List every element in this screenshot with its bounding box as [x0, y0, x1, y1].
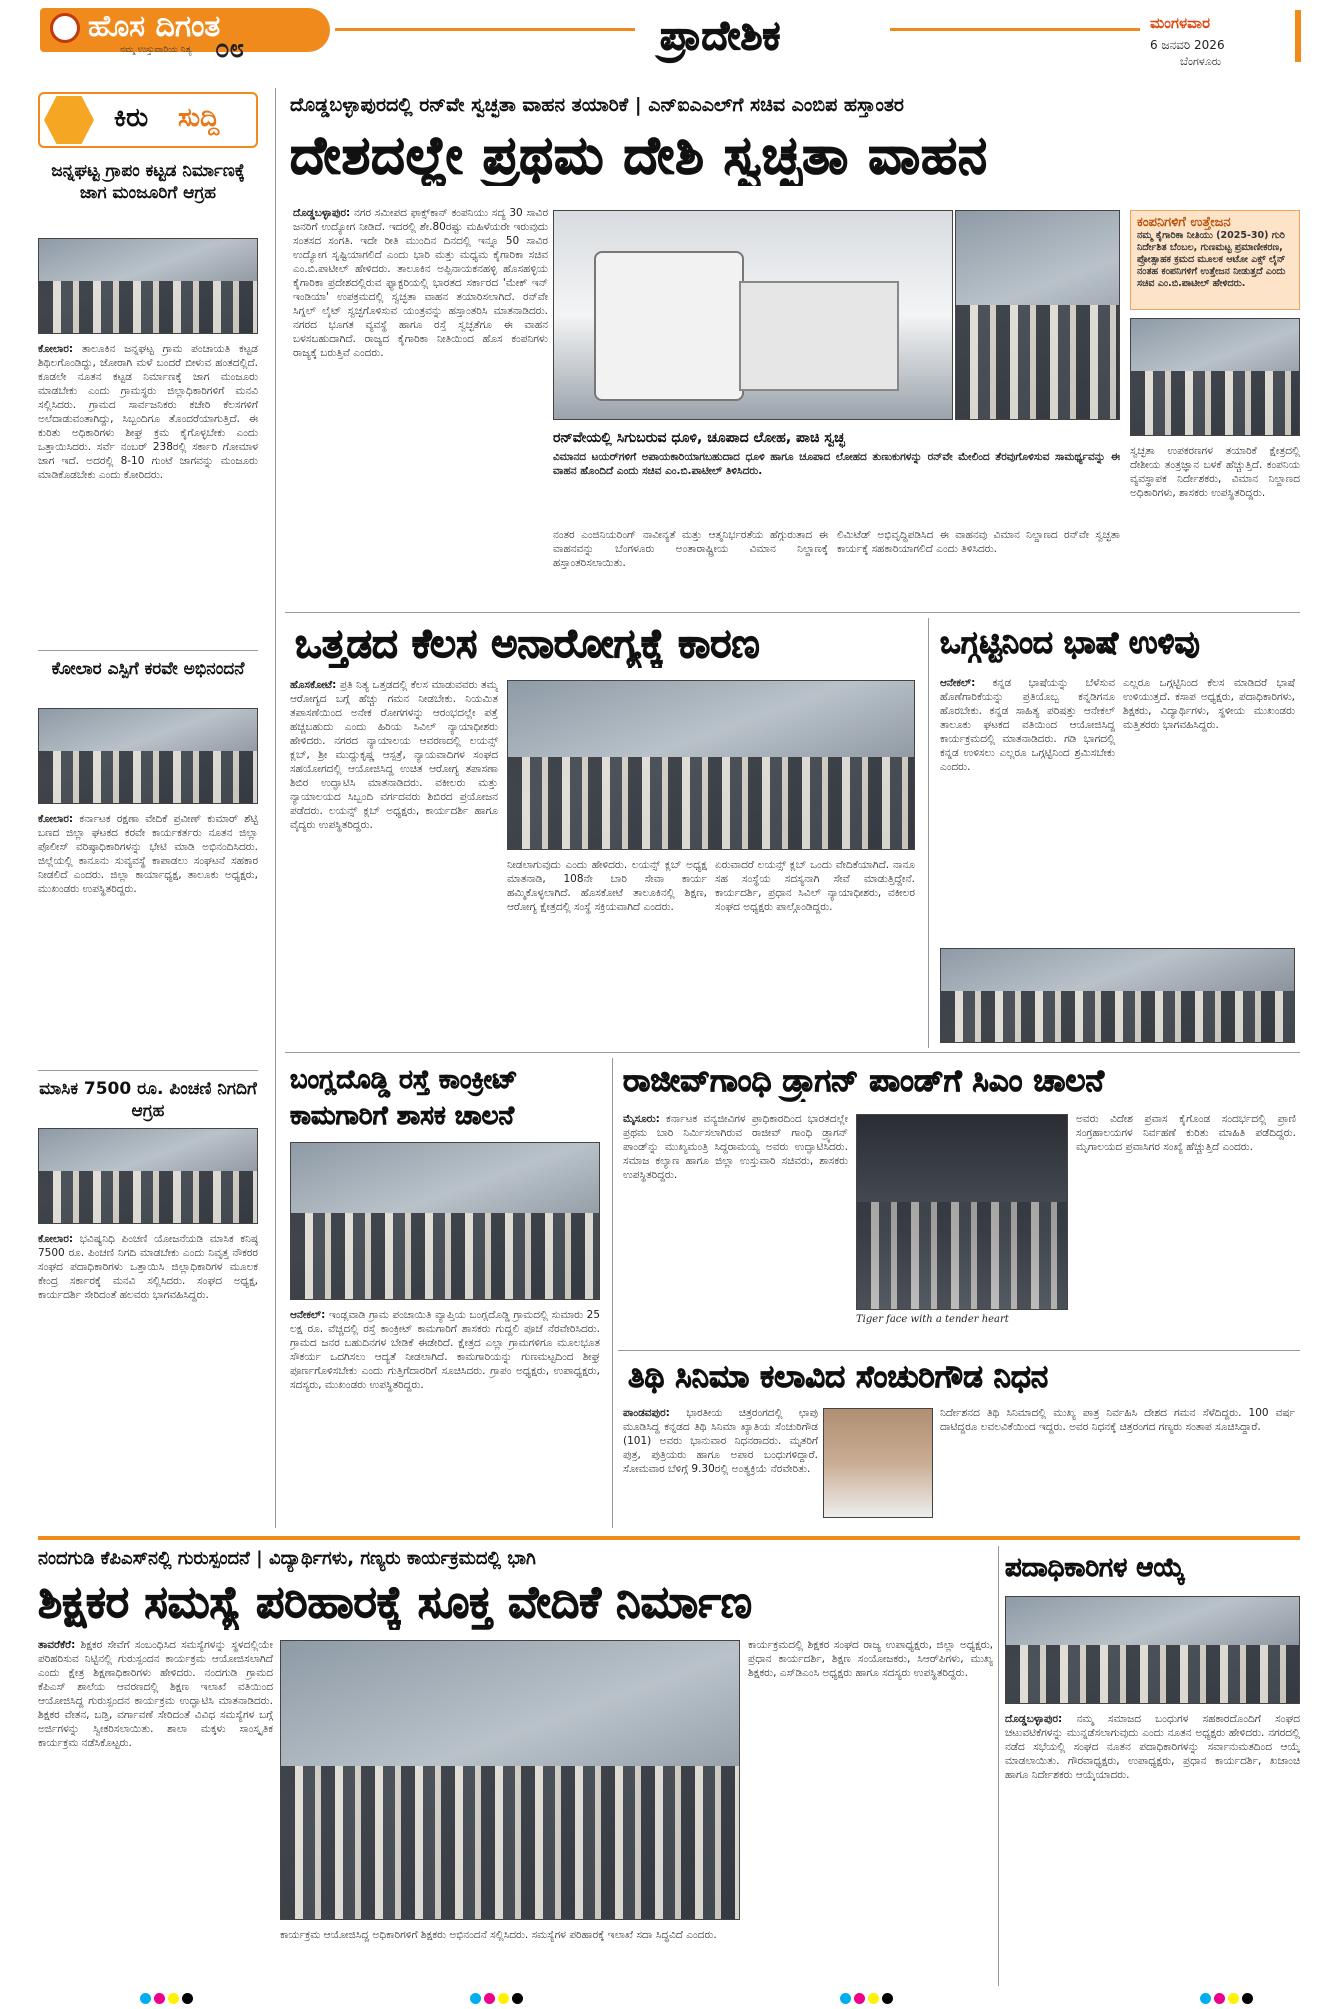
- logo-text: ಹೊಸ ದಿಗಂತ: [88, 9, 221, 44]
- lead-handover-photo: [955, 210, 1120, 420]
- story4-headline: ಬಂಗ್ಲದೊಡ್ಡಿ ರಸ್ತೆ ಕಾಂಕ್ರೀಟ್ ಕಾಮಗಾರಿಗೆ ಶಾಸಕ ಚಾಲನೆ: [290, 1065, 518, 1131]
- story3-headline: ಒಗ್ಗಟ್ಟಿನಿಂದ ಭಾಷೆ ಉಳಿವು: [940, 625, 1200, 661]
- story3-photo: [940, 948, 1295, 1043]
- story6-body-col2: ನಿರ್ದೇಶನದ ತಿಥಿ ಸಿನಿಮಾದಲ್ಲಿ ಮುಖ್ಯ ಪಾತ್ರ ನಿರ್ವಹಿಸಿ ದೇಶದ ಗಮನ ಸೆಳೆದಿದ್ದರು. 100 ವರ್ಷ ದಾಟಿದ್ದರೂ ಲವಲವಿಕೆಯಿಂದ ಇದ್ದರು. ಅವರ ನಿಧನಕ್ಕೆ ಚಿತ್ರರಂಗದ ಗಣ್ಯರು ಸಂತಾಪ ಸೂಚಿಸಿದ್ದಾರೆ.: [940, 1407, 1295, 1433]
- date-label: 6 ಜನವರಿ 2026: [1150, 38, 1225, 52]
- brand-suddi: ಸುದ್ದಿ: [178, 103, 220, 133]
- story8-dateline: ದೊಡ್ಡಬಳ್ಳಾಪುರ:: [1005, 1713, 1063, 1725]
- story4-dateline: ಆನೇಕಲ್:: [290, 1309, 326, 1321]
- sidebar-item-2-text: ಕರ್ನಾಟಕ ರಕ್ಷಣಾ ವೇದಿಕೆ ಪ್ರವೀಣ್ ಕುಮಾರ್ ಶೆಟ್ಟಿ ಬಣದ ಜಿಲ್ಲಾ ಘಟಕದ ಕರವೇ ಕಾರ್ಯಕರ್ತರು ನೂತನ ಜಿಲ್ಲಾ ಪೊಲೀಸ್ ವರಿಷ್ಠಾಧಿಕಾರಿಗಳನ್ನು ಭೇಟಿ ಮಾಡಿ ಅಭಿನಂದಿಸಿದರು. ಜಿಲ್ಲೆಯಲ್ಲಿ ಕಾನೂನು ಸುವ್ಯವಸ್ಥೆ ಕಾಪಾಡಲು ಸಂಘಟನೆ ಸಹಕಾರ ನೀಡಲಿದೆ ಎಂದರು. ಜಿಲ್ಲಾ ಕಾರ್ಯಾಧ್ಯಕ್ಷ, ತಾಲೂಕು ಅಧ್ಯಕ್ಷರು, ಮುಖಂಡರು ಉಪಸ್ಥಿತರಿದ್ದರು.: [38, 813, 258, 895]
- lead-body-col3: ಲಿಮಿಟೆಡ್ ಅಭಿವೃದ್ಧಿಪಡಿಸಿದ ಈ ವಾಹನವು ವಿಮಾನ ನಿಲ್ದಾಣದ ರನ್‌ವೇ ಸ್ವಚ್ಛತಾ ಕಾರ್ಯಕ್ಕೆ ಸಹಕಾರಿಯಾಗಲಿದೆ ಎಂದು ತಿಳಿಸಿದರು.: [837, 529, 1120, 555]
- lead-bottom-rule: [285, 612, 1300, 613]
- story6-portrait: [823, 1408, 933, 1518]
- sidebar-item-2-headline: ಕೋಲಾರ ಎಸ್ಪಿಗೆ ಕರವೇ ಅಭಿನಂದನೆ: [51, 659, 245, 679]
- registration-marks-mid: [840, 1993, 893, 2004]
- sidebar-item-3-body: [38, 1232, 258, 1512]
- logo-emblem-icon: [50, 13, 80, 43]
- brand-kiru: ಕಿರು: [114, 103, 149, 133]
- registration-marks-right: [1200, 1993, 1253, 2004]
- story5-body-text: ಕರ್ನಾಟಕ ವನ್ಯಜೀವಿಗಳ ಪ್ರಾಧಿಕಾರದಿಂದ ಭಾರತದಲ್ಲೇ ಪ್ರಥಮ ಬಾರಿ ನಿರ್ಮಿಸಲಾಗಿರುವ ರಾಜೀವ್ ಗಾಂಧಿ ಡ್ರ್ಯಾಗನ್ ಪಾಂಡ್‌ನ್ನು ಮುಖ್ಯಮಂತ್ರಿ ಸಿದ್ದರಾಮಯ್ಯ ಅವರು ಉದ್ಘಾಟಿಸಿದರು. ಸಮಾಜ ಕಲ್ಯಾಣ ಹಾಗೂ ಜಿಲ್ಲಾ ಉಸ್ತುವಾರಿ ಸಚಿವರು, ಶಾಸಕರು ಉಪಸ್ಥಿತರಿದ್ದರು.: [623, 1113, 848, 1181]
- day-label: ಮಂಗಳವಾರ: [1150, 14, 1211, 32]
- story2-photo: [507, 680, 915, 850]
- story7-body-text: ಶಿಕ್ಷಕರ ಸೇವೆಗೆ ಸಂಬಂಧಿಸಿದ ಸಮಸ್ಯೆಗಳನ್ನು ಸ್ಥಳದಲ್ಲಿಯೇ ಪರಿಹರಿಸುವ ನಿಟ್ಟಿನಲ್ಲಿ ಗುರುಸ್ಪಂದನ ಕಾರ್ಯಕ್ರಮ ಆಯೋಜಿಸಲಾಗಿದೆ ಎಂದು ಕ್ಷೇತ್ರ ಶಿಕ್ಷಣಾಧಿಕಾರಿಗಳು ಹೇಳಿದರು. ನಂದಗುಡಿ ಗ್ರಾಮದ ಕೆಪಿಎಸ್ ಶಾಲೆಯ ಆವರಣದಲ್ಲಿ ಶಿಕ್ಷಣ ಇಲಾಖೆ ವತಿಯಿಂದ ಆಯೋಜಿಸಿದ್ದ ಗುರುಸ್ಪಂದನ ಕಾರ್ಯಕ್ರಮ ಉದ್ಘಾಟಿಸಿ ಮಾತನಾಡಿದರು. ಶಿಕ್ಷಕರ ವೇತನ, ಬಡ್ತಿ, ವರ್ಗಾವಣೆ ಸೇರಿದಂತೆ ವಿವಿಧ ಸಮಸ್ಯೆಗಳ ಬಗ್ಗೆ ಅರ್ಜಿಗಳನ್ನು ಸ್ವೀಕರಿಸಲಾಯಿತು. ಶಾಲಾ ಮಕ್ಕಳು ಸಾಂಸ್ಕೃತಿಕ ಕಾರ್ಯಕ್ರಮ ನಡೆಸಿಕೊಟ್ಟರು.: [38, 1639, 273, 1749]
- story5-photo-caption: Tiger face with a tender heart: [856, 1314, 1009, 1325]
- lead-side-box-title: ಕಂಪನಿಗಳಿಗೆ ಉತ್ತೇಜನ: [1137, 215, 1231, 230]
- story7-body: [38, 1638, 273, 1983]
- lead-body-col2: ನಂತರ ಎಂಜಿನಿಯರಿಂಗ್ ನಾವೀನ್ಯತೆ ಮತ್ತು ಆತ್ಮನಿರ್ಭರತೆಯ ಹೆಗ್ಗುರುತಾದ ಈ ವಾಹನವನ್ನು ಬೆಂಗಳೂರು ಅಂತಾರಾಷ್ಟ್ರೀಯ ವಿಮಾನ ನಿಲ್ದಾಣಕ್ಕೆ ಹಸ್ತಾಂತರಿಸಲಾಯಿತು.: [553, 529, 828, 569]
- story7-column-rule: [998, 1546, 999, 1986]
- sidebar-item-3-headline: ಮಾಸಿಕ 7500 ರೂ. ಪಿಂಚಣಿ ನಿಗದಿಗೆ ಆಗ್ರಹ: [39, 1079, 257, 1121]
- story2-body-col2: ನೀಡಲಾಗುವುದು ಎಂದು ಹೇಳಿದರು. ಲಯನ್ಸ್ ಕ್ಲಬ್ ಅಧ್ಯಕ್ಷ ಮಾತನಾಡಿ, 108ನೇ ಬಾರಿ ಸೇವಾ ಕಾರ್ಯ ಹಮ್ಮಿಕೊಳ್ಳಲಾಗಿದೆ. ಹೊಸಕೋಟೆ ತಾಲೂಕಿನಲ್ಲಿ ಶಿಕ್ಷಣ, ಆರೋಗ್ಯ ಕ್ಷೇತ್ರದಲ್ಲಿ ಸಂಸ್ಥೆ ಸಕ್ರಿಯವಾಗಿದೆ ಎಂದರು.: [507, 859, 707, 913]
- story-kannada-language: [935, 618, 1300, 1048]
- lead-headline: ದೇಶದಲ್ಲೇ ಪ್ರಥಮ ದೇಶಿ ಸ್ವಚ್ಛತಾ ವಾಹನ: [290, 126, 988, 186]
- lead-photo-caption: ರನ್‌ವೇಯಲ್ಲಿ ಸಿಗುಬರುವ ಧೂಳಿ, ಚೂಪಾದ ಲೋಹ, ಪಾಚಿ ಸ್ವಚ್ಛ: [553, 430, 845, 446]
- story3-body: [940, 676, 1115, 941]
- story8-body: [1005, 1712, 1300, 1982]
- story5-photo: [856, 1114, 1068, 1310]
- story3-body-text: ಕನ್ನಡ ಭಾಷೆಯನ್ನು ಬೆಳೆಸುವ ಹೊಣೆಗಾರಿಕೆಯನ್ನು ಪ್ರತಿಯೊಬ್ಬ ಕನ್ನಡಿಗನೂ ಹೊರಬೇಕು. ಕನ್ನಡ ಸಾಹಿತ್ಯ ಪರಿಷತ್ತು ಆನೇಕಲ್ ತಾಲೂಕು ಘಟಕದ ವತಿಯಿಂದ ಆಯೋಜಿಸಿದ್ದ ಕಾರ್ಯಕ್ರಮದಲ್ಲಿ ಮಾತನಾಡಿದರು. ಗಡಿ ಭಾಗದಲ್ಲಿ ಕನ್ನಡ ಉಳಿಸಲು ಎಲ್ಲರೂ ಒಗ್ಗಟ್ಟಿನಿಂದ ಶ್ರಮಿಸಬೇಕು ಎಂದರು.: [940, 677, 1115, 773]
- vehicle-shape: [594, 251, 744, 401]
- sidebar-item-1-headline: ಜನ್ನಘಟ್ಟ ಗ್ರಾಪಂ ಕಟ್ಟಡ ನಿರ್ಮಾಣಕ್ಕೆ ಜಾಗ ಮಂಜೂರಿಗೆ ಆಗ್ರಹ: [51, 161, 245, 203]
- story5-dateline: ಮೈಸೂರು:: [623, 1113, 660, 1125]
- page-number: ೦೮: [215, 34, 245, 64]
- story5-headline: ರಾಜೀವ್‌ಗಾಂಧಿ ಡ್ರ್ಯಾಗನ್ ಪಾಂಡ್‌ಗೆ ಸಿಎಂ ಚಾಲನೆ: [623, 1063, 1104, 1099]
- sidebar-item-1-photo: [38, 238, 258, 334]
- sidebar-item-3-text: ಭವಿಷ್ಯನಿಧಿ ಪಿಂಚಣಿ ಯೋಜನೆಯಡಿ ಮಾಸಿಕ ಕನಿಷ್ಠ 7500 ರೂ. ಪಿಂಚಣಿ ನಿಗದಿ ಮಾಡಬೇಕು ಎಂದು ನಿವೃತ್ತ ನೌಕರರ ಸಂಘದ ಪದಾಧಿಕಾರಿಗಳು ಒತ್ತಾಯಿಸಿ ಜಿಲ್ಲಾಧಿಕಾರಿಗಳ ಮೂಲಕ ಕೇಂದ್ರ ಸರ್ಕಾರಕ್ಕೆ ಮನವಿ ಸಲ್ಲಿಸಿದರು. ಸಂಘದ ಅಧ್ಯಕ್ಷ, ಕಾರ್ಯದರ್ಶಿ ಸೇರಿದಂತೆ ಹಲವರು ಭಾಗವಹಿಸಿದ್ದರು.: [38, 1233, 258, 1301]
- story4-photo: [290, 1142, 600, 1300]
- story8-headline: ಪದಾಧಿಕಾರಿಗಳ ಆಯ್ಕೆ: [1005, 1553, 1185, 1583]
- masthead-edge-bar: [1295, 10, 1301, 62]
- story5-bottom-rule: [618, 1350, 1300, 1351]
- story6-headline: ತಿಥಿ ಸಿನಿಮಾ ಕಲಾವಿದ ಸೆಂಚುರಿಗೌಡ ನಿಧನ: [628, 1359, 1049, 1395]
- section-title: ಪ್ರಾದೇಶಿಕ: [660, 13, 781, 59]
- story-office-bearers: [1005, 1546, 1300, 1986]
- masthead-rule: [335, 28, 635, 31]
- sidebar-divider: [38, 650, 258, 651]
- story-dragon-pond: [618, 1058, 1300, 1348]
- story6-dateline: ಪಾಂಡವಪುರ:: [623, 1407, 670, 1419]
- sidebar-item-1-dateline: ಕೋಲಾರ:: [38, 343, 74, 355]
- registration-marks-left: [140, 1993, 193, 2004]
- sidebar-column-rule: [275, 88, 276, 1528]
- story2-headline: ಒತ್ತಡದ ಕೆಲಸ ಅನಾರೋಗ್ಯಕ್ಕೆ ಕಾರಣ: [295, 621, 760, 667]
- sidebar: [38, 88, 268, 1528]
- sidebar-item-3-dateline: ಕೋಲಾರ:: [38, 1233, 74, 1245]
- story3-dateline: ಆನೇಕಲ್:: [940, 677, 976, 689]
- lead-body: [293, 206, 548, 536]
- story2-dateline: ಹೊಸಕೋಟೆ:: [290, 679, 337, 691]
- story-actor-obituary: [618, 1356, 1300, 1528]
- sidebar-item-2-photo: [38, 708, 258, 804]
- lead-side-box: [1130, 210, 1300, 310]
- story7-body-col3: ಕಾರ್ಯಕ್ರಮ ಆಯೋಜಿಸಿದ್ದ ಅಧಿಕಾರಿಗಳಿಗೆ ಶಿಕ್ಷಕರು ಅಭಿನಂದನೆ ಸಲ್ಲಿಸಿದರು. ಸಮಸ್ಯೆಗಳ ಪರಿಹಾರಕ್ಕೆ ಇಲಾಖೆ ಸದಾ ಸಿದ್ಧವಿದೆ ಎಂದರು.: [280, 1929, 717, 1941]
- lead-photo-caption-block: [553, 426, 1120, 522]
- lead-vehicle-photo: [553, 210, 953, 420]
- lead-body-text: ನಗರ ಸಮೀಪದ ಫಾಕ್ಸ್‌ಕಾನ್ ಕಂಪನಿಯು ಸದ್ಯ 30 ಸಾವಿರ ಜನರಿಗೆ ಉದ್ಯೋಗ ನೀಡಿದೆ. ಇದರಲ್ಲಿ ಶೇ.80ರಷ್ಟು ಮಹಿಳೆಯರೇ ಇರುವುದು ಸಂತಸದ ಸಂಗತಿ. ಇದೇ ರೀತಿ ಮುಂದಿನ ದಿನದಲ್ಲಿ ಇನ್ನೂ 50 ಸಾವಿರ ಉದ್ಯೋಗ ಸೃಷ್ಟಿಯಾಗಲಿದೆ ಎಂದು ಭಾರಿ ಮತ್ತು ಮಧ್ಯಮ ಕೈಗಾರಿಕಾ ಸಚಿವ ಎಂ.ಬಿ.ಪಾಟೀಲ್ ಹೇಳಿದರು. ತಾಲೂಕಿನ ಅಪ್ಪಿನಾಯಕನಹಳ್ಳಿ ಹೊಸಹಳ್ಳಿಯ ಕೈಗಾರಿಕಾ ಪ್ರದೇಶದಲ್ಲಿರುವ ಫ್ಯಾಕ್ಟರಿಯಲ್ಲಿ ಭಾರತದ ಸರ್ಕಾರದ 'ಮೇಕ್ ಇನ್ ಇಂಡಿಯಾ' ಉಪಕ್ರಮದಲ್ಲಿ ಸ್ವಚ್ಛತಾ ವಾಹನ ತಯಾರಿಸಲಾಗಿದೆ. ರನ್‌ವೇ ಸಿಗ್ನಲ್ ಲೈಟ್ ಸ್ವಚ್ಛಗೊಳಿಸುವ ಯಂತ್ರವನ್ನು ಹಸ್ತಾಂತರಿಸಿ ಮಾತನಾಡಿದರು. ನಗರದ ಭೂಗತ ವ್ಯವಸ್ಥೆ ಹಾಗೂ ರಸ್ತೆ ಸ್ವಚ್ಛತೆಗೂ ಈ ವಾಹನ ಬಳಸಬಹುದಾಗಿದೆ. ರಾಜ್ಯದ ಕೈಗಾರಿಕಾ ನೀತಿಯಿಂದ ಹೊಸ ಕಂಪನಿಗಳು ರಾಜ್ಯಕ್ಕೆ ಬರುತ್ತಿವೆ ಎಂದರು.: [293, 207, 548, 359]
- story2-body-col3: ಏರುವಾದರೆ ಲಯನ್ಸ್ ಕ್ಲಬ್ ಒಂದು ವೇದಿಕೆಯಾಗಿದೆ. ನಾನೂ ಸಹ ಸಂಸ್ಥೆಯ ಸದಸ್ಯನಾಗಿ ಸೇವೆ ಮಾಡುತ್ತಿದ್ದೇನೆ. ಕಾರ್ಯದರ್ಶಿ, ಪ್ರಧಾನ ಸಿವಿಲ್ ನ್ಯಾಯಾಧೀಶರು, ವಕೀಲರ ಸಂಘದ ಅಧ್ಯಕ್ಷರು ಪಾಲ್ಗೊಂಡಿದ್ದರು.: [715, 859, 915, 913]
- lead-photo-caption-body: ವಿಮಾನದ ಟಯರ್‌ಗಳಿಗೆ ಅಪಾಯಕಾರಿಯಾಗಬಹುದಾದ ಧೂಳಿ ಹಾಗೂ ಚೂಪಾದ ಲೋಹದ ತುಣುಕುಗಳನ್ನು ರನ್‌ವೇ ಮೇಲಿಂದ ತೆರವುಗೊಳಿಸುವ ಸಾಮರ್ಥ್ಯವನ್ನು ಈ ವಾಹನ ಹೊಂದಿದೆ ಎಂದು ಸಚಿವ ಎಂ.ಬಿ.ಪಾಟೀಲ್ ತಿಳಿಸಿದರು.: [553, 451, 1120, 477]
- sidebar-item-3-photo: [38, 1128, 258, 1224]
- sidebar-divider-2: [38, 1070, 258, 1071]
- sidebar-item-1-text: ತಾಲೂಕಿನ ಜನ್ನಘಟ್ಟ ಗ್ರಾಮ ಪಂಚಾಯತಿ ಕಟ್ಟಡ ಶಿಥಿಲಗೊಂಡಿದ್ದು, ಜೋರಾಗಿ ಮಳೆ ಬಂದರೆ ಬೀಳುವ ಹಂತದಲ್ಲಿದೆ. ಕೂಡಲೇ ನೂತನ ಕಟ್ಟಡ ನಿರ್ಮಾಣಕ್ಕೆ ಜಾಗ ಮಂಜೂರು ಮಾಡಬೇಕು ಎಂದು ಗ್ರಾಮಸ್ಥರು ಜಿಲ್ಲಾಧಿಕಾರಿಗಳಿಗೆ ಮನವಿ ಸಲ್ಲಿಸಿದರು. ಗ್ರಾಮದ ಸಾರ್ವಜನಿಕರು ಕಚೇರಿ ಕೆಲಸಗಳಿಗೆ ಅಲೆದಾಡುವಂತಾಗಿದ್ದು, ಸಿಬ್ಬಂದಿಗೂ ತೊಂದರೆಯಾಗುತ್ತಿದೆ. ಈ ಕುರಿತು ಅಧಿಕಾರಿಗಳು ಶೀಘ್ರ ಕ್ರಮ ಕೈಗೊಳ್ಳಬೇಕು ಎಂದು ಒತ್ತಾಯಿಸಿದರು. ಸರ್ವೆ ನಂಬರ್ 238ರಲ್ಲಿ ಸರ್ಕಾರಿ ಗೋಮಾಳ ಜಾಗ ಇದೆ. ಅದರಲ್ಲಿ 8-10 ಗುಂಟೆ ಜಾಗವನ್ನು ಮಂಜೂರು ಮಾಡಿಕೊಡಬೇಕು ಎಂದು ಕೋರಿದರು.: [38, 343, 258, 481]
- story4-column-rule: [612, 1058, 613, 1528]
- story-health-camp: [285, 618, 925, 1048]
- logo-tagline: ನಮ್ಮ ಉಸ್ತುವಾರಿಯ ನಿತ್ಯ: [120, 45, 192, 55]
- story7-body-col2: ಕಾರ್ಯಕ್ರಮದಲ್ಲಿ ಶಿಕ್ಷಕರ ಸಂಘದ ರಾಜ್ಯ ಉಪಾಧ್ಯಕ್ಷರು, ಜಿಲ್ಲಾ ಅಧ್ಯಕ್ಷರು, ಪ್ರಧಾನ ಕಾರ್ಯದರ್ಶಿ, ಶಿಕ್ಷಣ ಸಂಯೋಜಕರು, ಸಿಆರ್‌ಪಿಗಳು, ಮುಖ್ಯ ಶಿಕ್ಷಕರು, ಎಸ್‌ಡಿಎಂಸಿ ಅಧ್ಯಕ್ಷರು ಹಾಗೂ ಸದಸ್ಯರು ಉಪಸ್ಥಿತರಿದ್ದರು.: [748, 1639, 993, 1679]
- story7-photo: [280, 1640, 740, 1920]
- story4-body: [290, 1308, 600, 1523]
- sidebar-item-1-body: [38, 342, 258, 642]
- lead-side-photo: [1130, 318, 1300, 436]
- bottom-band-rule: [38, 1536, 1300, 1540]
- story6-body-text: ಭಾರತೀಯ ಚಿತ್ರರಂಗದಲ್ಲಿ ಛಾಪು ಮೂಡಿಸಿದ್ದ ಕನ್ನಡದ ತಿಥಿ ಸಿನಿಮಾ ಖ್ಯಾತಿಯ ಸೆಂಚುರಿಗೌಡ (101) ಅವರು ಭಾನುವಾರ ನಿಧನರಾದರು. ಮೃತರಿಗೆ ಪುತ್ರ, ಪುತ್ರಿಯರು ಹಾಗೂ ಅಪಾರ ಬಂಧುಗಳಿದ್ದಾರೆ. ಸೋಮವಾರ ಬೆಳಿಗ್ಗೆ 9.30ರಲ್ಲಿ ಅಂತ್ಯಕ್ರಿಯೆ ನೆರವೇರಿತು.: [623, 1407, 818, 1475]
- story2-body-text: ಪ್ರತಿ ನಿತ್ಯ ಒತ್ತಡದಲ್ಲಿ ಕೆಲಸ ಮಾಡುವವರು ತಮ್ಮ ಆರೋಗ್ಯದ ಬಗ್ಗೆ ಹೆಚ್ಚು ಗಮನ ನೀಡಬೇಕು. ನಿಯಮಿತ ತಪಾಸಣೆಯಿಂದ ಅನೇಕ ರೋಗಗಳನ್ನು ಆರಂಭದಲ್ಲೇ ಪತ್ತೆ ಹಚ್ಚಬಹುದು ಎಂದು ಹಿರಿಯ ಸಿವಿಲ್ ನ್ಯಾಯಾಧೀಶರು ಹೇಳಿದರು. ನಗರದ ನ್ಯಾಯಾಲಯ ಆವರಣದಲ್ಲಿ ಲಯನ್ಸ್ ಕ್ಲಬ್, ಶ್ರೀ ಮುದ್ದುಕೃಷ್ಣ ಆಸ್ಪತ್ರೆ, ನ್ಯಾಯವಾದಿಗಳ ಸಂಘದ ಸಹಯೋಗದಲ್ಲಿ ಆಯೋಜಿಸಿದ್ದ ಉಚಿತ ಆರೋಗ್ಯ ತಪಾಸಣಾ ಶಿಬಿರ ಉದ್ಘಾಟಿಸಿ ಮಾತನಾಡಿದರು. ವಕೀಲರು ಮತ್ತು ನ್ಯಾಯಾಲಯದ ಸಿಬ್ಬಂದಿ ವರ್ಗದವರು ಶಿಬಿರದ ಪ್ರಯೋಜನ ಪಡೆದರು. ಲಯನ್ಸ್ ಕ್ಲಬ್ ಅಧ್ಯಕ್ಷರು, ಕಾರ್ಯದರ್ಶಿ ಹಾಗೂ ವೈದ್ಯರು ಉಪಸ್ಥಿತರಿದ್ದರು.: [290, 679, 498, 831]
- vehicle-body-shape: [739, 281, 899, 391]
- story8-photo: [1005, 1596, 1300, 1704]
- story7-dateline: ತಾವರೆಕೆರೆ:: [38, 1639, 76, 1651]
- story7-headline: ಶಿಕ್ಷಕರ ಸಮಸ್ಯೆ ಪರಿಹಾರಕ್ಕೆ ಸೂಕ್ತ ವೇದಿಕೆ ನಿರ್ಮಾಣ: [38, 1577, 752, 1628]
- city-label: ಬೆಂಗಳೂರು: [1180, 55, 1222, 68]
- story2-column-rule: [928, 618, 929, 1048]
- masthead: [0, 0, 1339, 70]
- story8-body-text: ನಮ್ಮ ಸಮಾಜದ ಬಂಧುಗಳ ಸಹಕಾರದೊಂದಿಗೆ ಸಂಘದ ಚಟುವಟಿಕೆಗಳನ್ನು ಮುನ್ನಡೆಸಲಾಗುವುದು ಎಂದು ನೂತನ ಅಧ್ಯಕ್ಷರು ಹೇಳಿದರು. ನಗರದಲ್ಲಿ ನಡೆದ ಸಭೆಯಲ್ಲಿ ಸಂಘದ ನೂತನ ಪದಾಧಿಕಾರಿಗಳನ್ನು ಸರ್ವಾನುಮತದಿಂದ ಆಯ್ಕೆ ಮಾಡಲಾಯಿತು. ಗೌರವಾಧ್ಯಕ್ಷರು, ಉಪಾಧ್ಯಕ್ಷರು, ಪ್ರಧಾನ ಕಾರ್ಯದರ್ಶಿ, ಖಜಾಂಚಿ ಹಾಗೂ ನಿರ್ದೇಶಕರು ಆಯ್ಕೆಯಾದರು.: [1005, 1713, 1300, 1781]
- mid-rule: [285, 1052, 1300, 1053]
- sidebar-item-2-dateline: ಕೋಲಾರ:: [38, 813, 74, 825]
- lead-story: [285, 88, 1300, 608]
- story5-body: [623, 1112, 848, 1344]
- masthead-rule-right: [890, 28, 1140, 31]
- lead-kicker: ದೊಡ್ಡಬಳ್ಳಾಪುರದಲ್ಲಿ ರನ್‌ವೇ ಸ್ವಚ್ಛತಾ ವಾಹನ ತಯಾರಿಕೆ | ಎನ್‌ಐಎಎಲ್‌ಗೆ ಸಚಿವ ಎಂಬಿಪ ಹಸ್ತಾಂತರ: [290, 94, 904, 116]
- lead-dateline: ದೊಡ್ಡಬಳ್ಳಾಪುರ:: [293, 207, 351, 219]
- registration-marks-center: [470, 1993, 523, 2004]
- story-road-concrete: [285, 1058, 605, 1528]
- lead-side-box-body: ನಮ್ಮ ಕೈಗಾರಿಕಾ ನೀತಿಯು (2025-30) ಗುರಿ ನಿರ್ದೇಶಿತ ಬೆಂಬಲ, ಗುಣಮಟ್ಟ ಪ್ರಮಾಣೀಕರಣ, ಪ್ರೋತ್ಸಾಹಕ ಕ್ರಮದ ಮೂಲಕ ಆಟೋ ಎಕ್ಸ್ ಲೈನ್ ನಂತಹ ಕಂಪನಿಗಳಿಗೆ ಉತ್ತೇಜನ ನೀಡುತ್ತದೆ ಎಂದು ಸಚಿವ ಎಂ.ಬಿ.ಪಾಟೀಲ್ ಹೇಳಿದರು.: [1137, 230, 1286, 289]
- story-teachers: [38, 1546, 993, 1986]
- story2-body: [290, 678, 498, 1043]
- story6-body: [623, 1406, 818, 1524]
- story7-kicker: ನಂದಗುಡಿ ಕೆಪಿಎಸ್‌ನಲ್ಲಿ ಗುರುಸ್ಪಂದನೆ | ವಿದ್ಯಾರ್ಥಿಗಳು, ಗಣ್ಯರು ಕಾರ್ಯಕ್ರಮದಲ್ಲಿ ಭಾಗಿ: [38, 1548, 536, 1569]
- lead-side-body: ಸ್ವಚ್ಛತಾ ಉಪಕರಣಗಳ ತಯಾರಿಕೆ ಕ್ಷೇತ್ರದಲ್ಲಿ ದೇಶೀಯ ತಂತ್ರಜ್ಞಾನ ಬಳಕೆ ಹೆಚ್ಚುತ್ತಿದೆ. ಕಂಪನಿಯ ವ್ಯವಸ್ಥಾಪಕ ನಿರ್ದೇಶಕರು, ವಿಮಾನ ನಿಲ್ದಾಣದ ಅಧಿಕಾರಿಗಳು, ಶಾಸಕರು ಉಪಸ್ಥಿತರಿದ್ದರು.: [1130, 445, 1300, 499]
- story5-body-col2: ಅವರು ವಿದೇಶ ಪ್ರವಾಸ ಕೈಗೊಂಡ ಸಂದರ್ಭದಲ್ಲಿ ಪ್ರಾಣಿ ಸಂಗ್ರಹಾಲಯಗಳ ನಿರ್ವಹಣೆ ಕುರಿತು ಮಾಹಿತಿ ಪಡೆದಿದ್ದರು. ಮೃಗಾಲಯದ ಪ್ರವಾಸಿಗರ ಸಂಖ್ಯೆ ಹೆಚ್ಚುತ್ತಿದೆ ಎಂದರು.: [1076, 1113, 1296, 1153]
- story3-body-col2: ಎಲ್ಲರೂ ಒಗ್ಗಟ್ಟಿನಿಂದ ಕೆಲಸ ಮಾಡಿದರೆ ಭಾಷೆ ಉಳಿಯುತ್ತದೆ. ಕಸಾಪ ಅಧ್ಯಕ್ಷರು, ಪದಾಧಿಕಾರಿಗಳು, ಶಿಕ್ಷಕರು, ವಿದ್ಯಾರ್ಥಿಗಳು, ಸ್ಥಳೀಯ ಮುಖಂಡರು ಮತ್ತಿತರರು ಭಾಗವಹಿಸಿದ್ದರು.: [1123, 677, 1295, 731]
- story4-body-text: ಇಂಡ್ಲವಾಡಿ ಗ್ರಾಮ ಪಂಚಾಯಿತಿ ವ್ಯಾಪ್ತಿಯ ಬಂಗ್ಲದೊಡ್ಡಿ ಗ್ರಾಮದಲ್ಲಿ ಸುಮಾರು 25 ಲಕ್ಷ ರೂ. ವೆಚ್ಚದಲ್ಲಿ ರಸ್ತೆ ಕಾಂಕ್ರೀಟ್ ಕಾಮಗಾರಿಗೆ ಶಾಸಕರು ಗುದ್ದಲಿ ಪೂಜೆ ನೆರವೇರಿಸಿದರು. ಗ್ರಾಮದ ಜನರ ಬಹುದಿನಗಳ ಬೇಡಿಕೆ ಈಡೇರಿದೆ. ಕ್ಷೇತ್ರದ ಎಲ್ಲಾ ಗ್ರಾಮಗಳಿಗೂ ಮೂಲಭೂತ ಸೌಕರ್ಯ ಒದಗಿಸಲು ಆದ್ಯತೆ ನೀಡಲಾಗಿದೆ. ಕಾಮಗಾರಿಯನ್ನು ಗುಣಮಟ್ಟದಿಂದ ಶೀಘ್ರ ಪೂರ್ಣಗೊಳಿಸಬೇಕು ಎಂದು ಗುತ್ತಿಗೆದಾರರಿಗೆ ಸೂಚಿಸಿದರು. ಗ್ರಾಪಂ ಅಧ್ಯಕ್ಷರು, ಉಪಾಧ್ಯಕ್ಷರು, ಸದಸ್ಯರು, ಮುಖಂಡರು ಉಪಸ್ಥಿತರಿದ್ದರು.: [290, 1309, 600, 1391]
- sidebar-item-2-body: [38, 812, 258, 1060]
